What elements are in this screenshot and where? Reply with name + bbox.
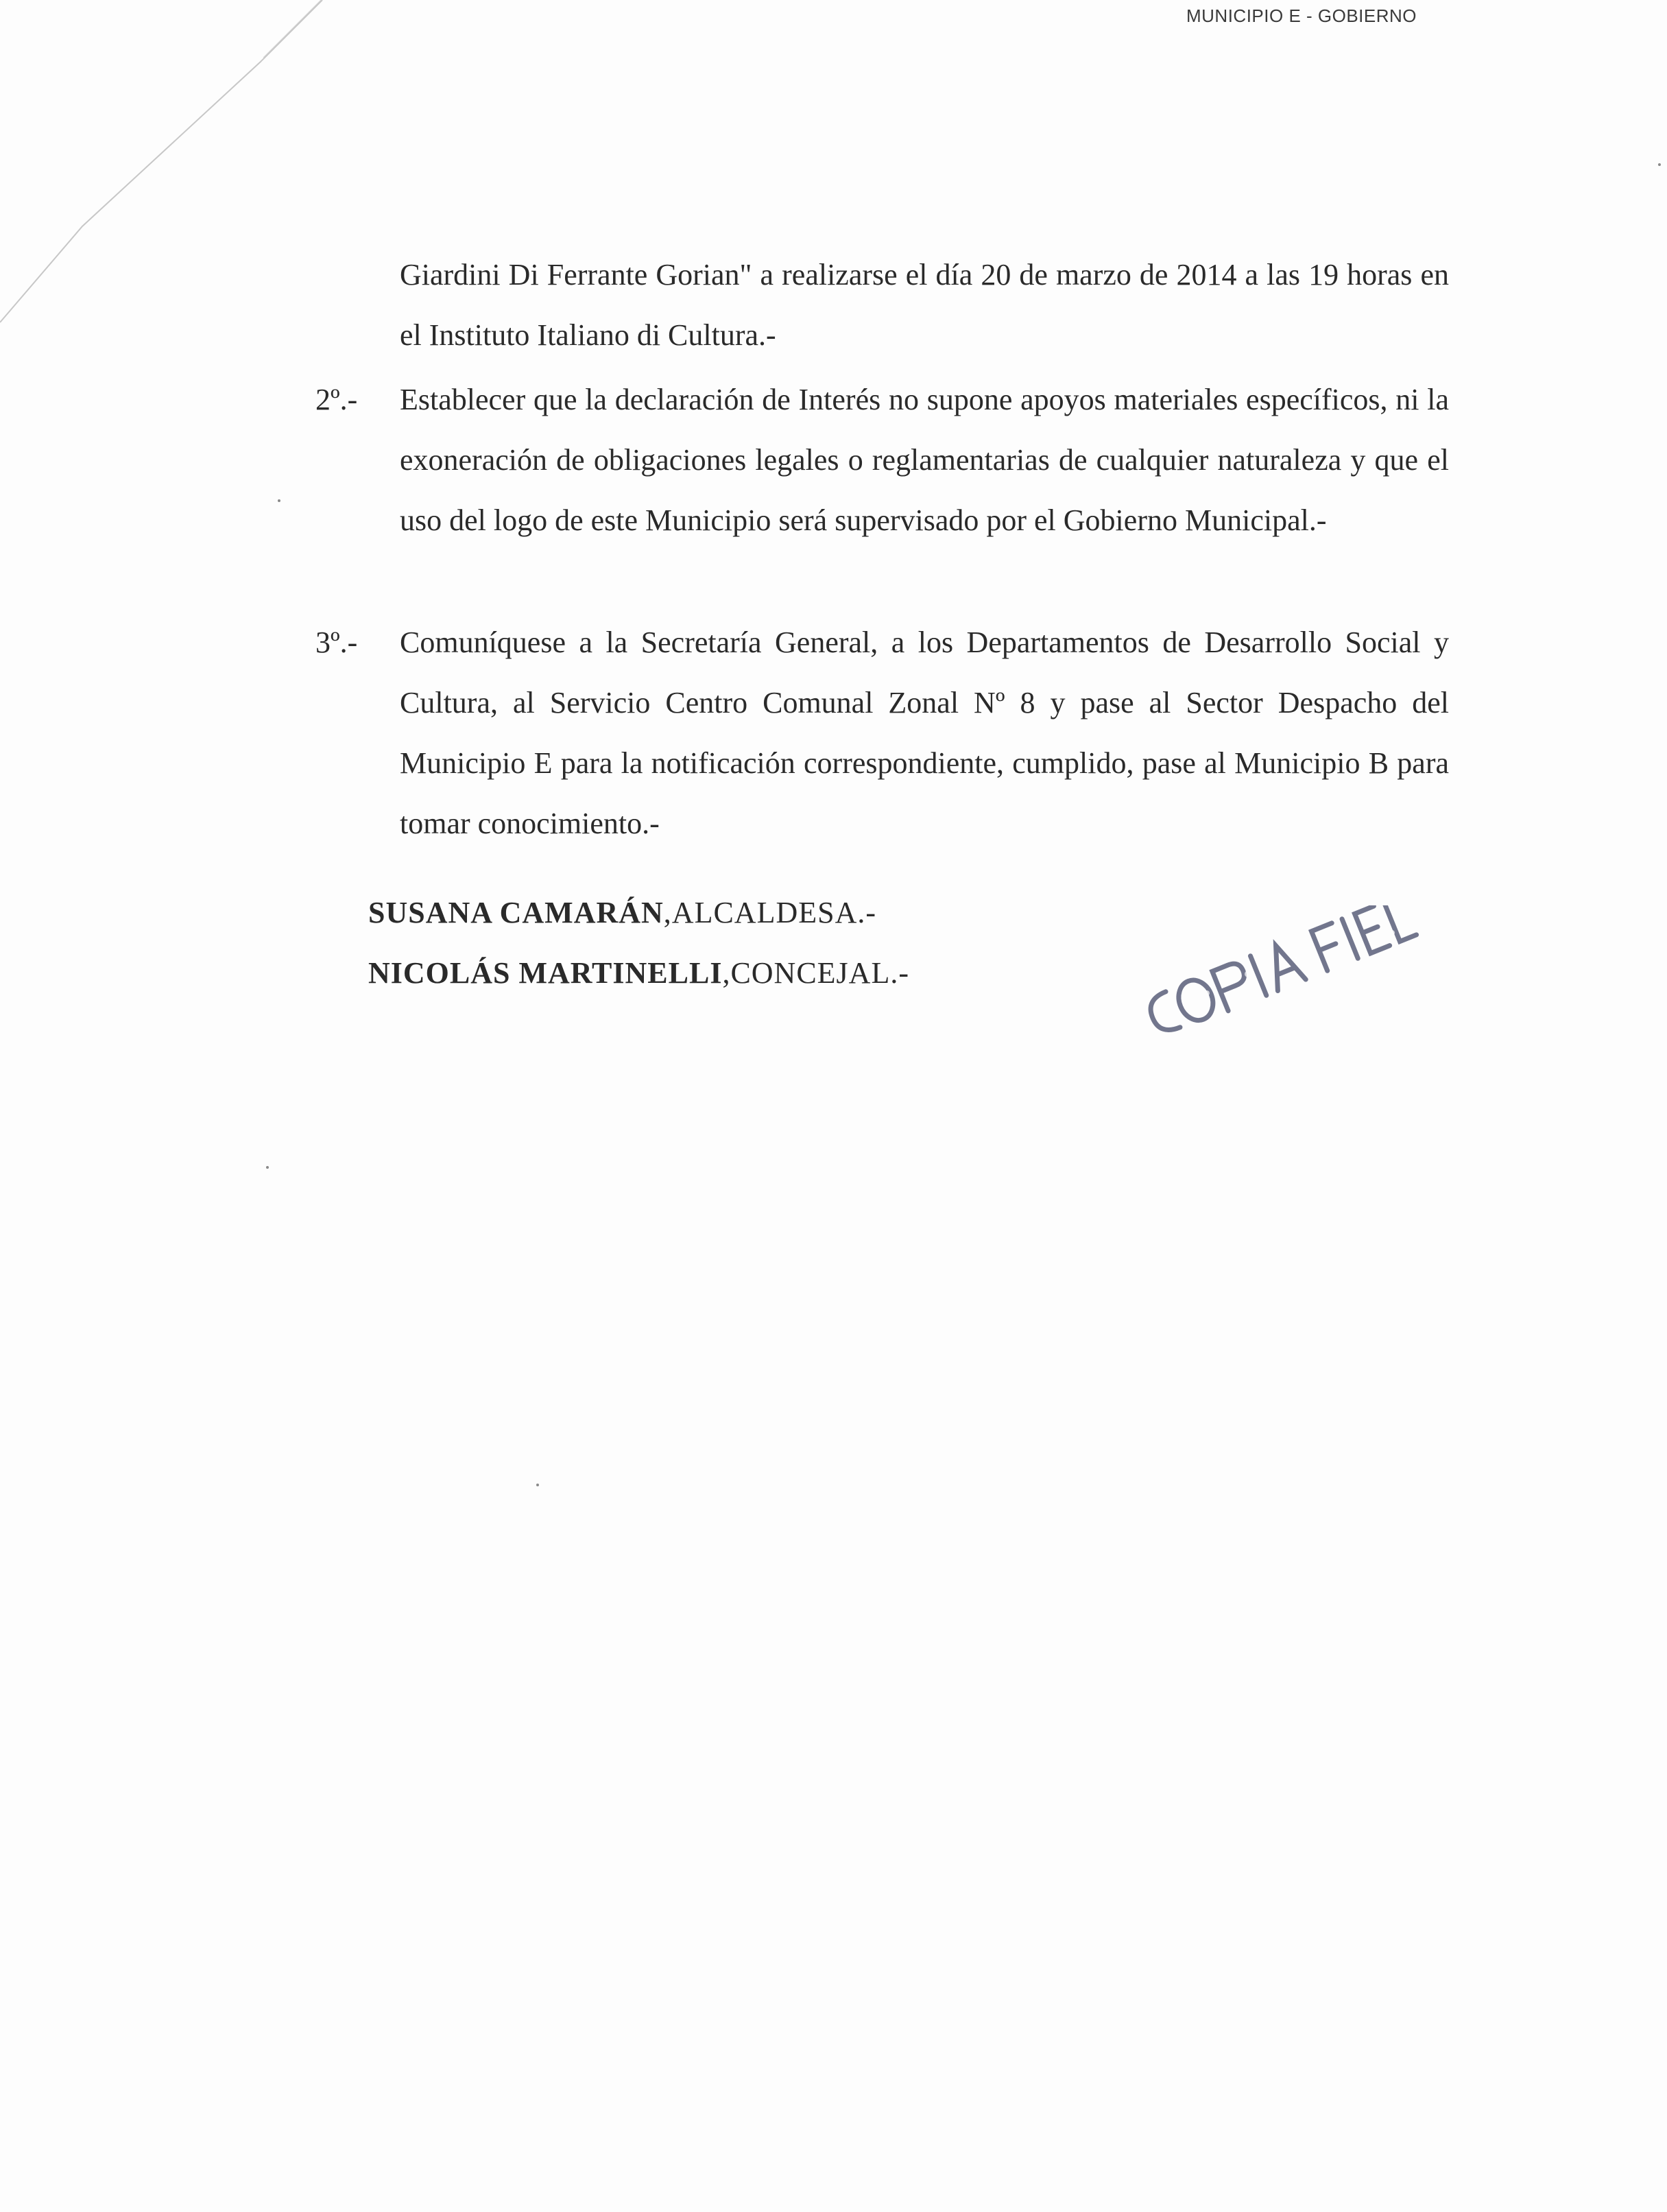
continued-paragraph: Giardini Di Ferrante Gorian" a realizarse el día 20 de marzo de 2014 a las 19 horas en el Instituto Italiano di Cultura.- — [400, 258, 1449, 352]
signature-name: SUSANA CAMARÁN — [368, 896, 664, 929]
signature-line-mayor — [368, 883, 909, 943]
item-number-3: 3º.- — [315, 626, 358, 659]
signature-block — [368, 883, 909, 1003]
paper-speck — [536, 1484, 539, 1486]
item-number-2: 2º.- — [315, 383, 358, 416]
signature-role: ,ALCALDESA.- — [663, 896, 876, 929]
paper-speck — [266, 1166, 269, 1169]
paper-fold-line — [0, 0, 357, 357]
paper-speck — [1658, 163, 1661, 166]
header-label: MUNICIPIO E - GOBIERNO — [1186, 5, 1417, 26]
signature-role: ,CONCEJAL.- — [722, 956, 909, 990]
item-text-3: Comuníquese a la Secretaría General, a los Departamentos de Desarrollo Social y Cultura, al Servicio Centro Comunal Zonal Nº 8 y pase al Sector Despacho del Municipio E para la notificación correspondiente, cumplido, pase al Municipio B para tomar conocimiento.- — [400, 626, 1449, 840]
paper-speck — [278, 499, 280, 502]
signature-line-councilor — [368, 943, 909, 1003]
copia-fiel-stamp — [1125, 905, 1426, 1043]
show-through-text — [329, 1056, 1461, 2119]
signature-name: NICOLÁS MARTINELLI — [368, 956, 723, 990]
item-text-2: Establecer que la declaración de Interés no supone apoyos materiales específicos, ni la exoneración de obligaciones legales o reglamentarias de cualquier naturaleza y que el uso del logo de este Municipio será supervisado por el Gobierno Municipal.- — [400, 383, 1449, 537]
